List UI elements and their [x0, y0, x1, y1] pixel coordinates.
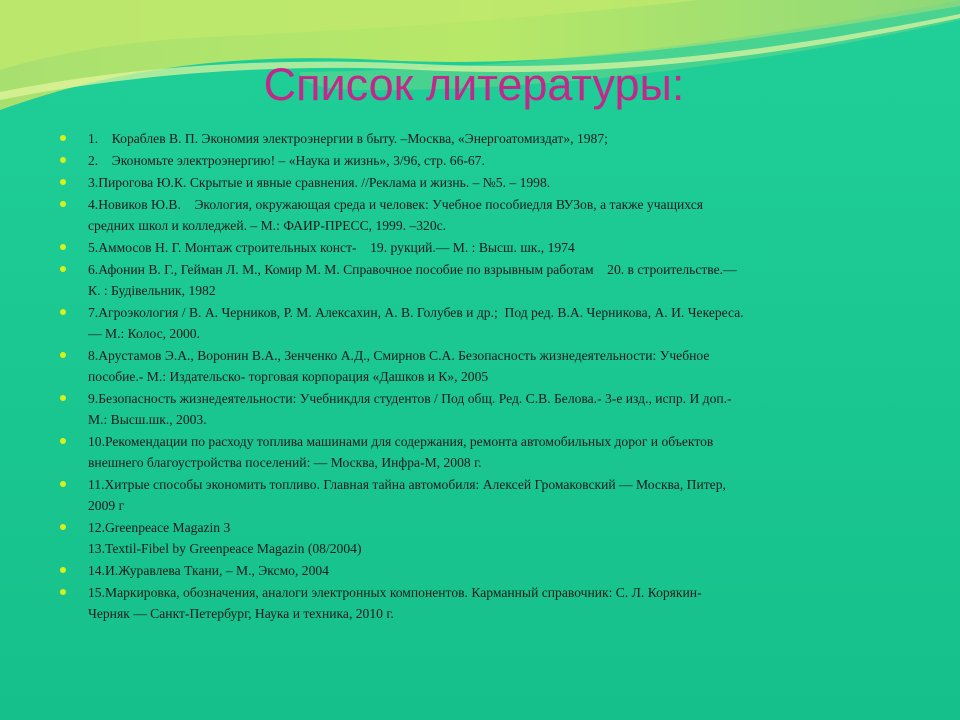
reference-line: 10.Рекомендации по расходу топлива машинами для содержания, ремонта автомобильных дорог и объектов — [88, 434, 714, 449]
reference-line: 2009 г — [88, 498, 125, 513]
bullet-icon — [60, 481, 66, 487]
reference-line: средних школ и колледжей. – М.: ФАИР-ПРЕСС, 1999. –320с. — [88, 218, 447, 233]
reference-item — [60, 517, 910, 559]
slide-title: Список литературы: — [263, 59, 685, 110]
reference-line: М.: Высш.шк., 2003. — [88, 412, 207, 427]
bullet-icon — [60, 135, 66, 141]
bullet-icon — [60, 201, 66, 207]
reference-line: внешнего благоустройства поселений: — Москва, Инфра-М, 2008 г. — [88, 455, 482, 470]
reference-line: К. : Будівельник, 1982 — [88, 283, 216, 298]
reference-item — [60, 474, 910, 516]
bullet-icon — [60, 157, 66, 163]
reference-line: 1. Кораблев В. П. Экономия электроэнергии в быту. –Москва, «Энергоатомиздат», 1987; — [88, 131, 608, 146]
reference-item — [60, 345, 910, 387]
reference-line: 9.Безопасность жизнедеятельности: Учебникдля студентов / Под общ. Ред. С.В. Белова.- 3-е изд., испр. И доп.- — [88, 391, 732, 406]
reference-line: 5.Аммосов Н. Г. Монтаж строительных конст- 19. рукций.— М. : Высш. шк., 1974 — [88, 240, 575, 255]
bullet-icon — [60, 567, 66, 573]
reference-line: 15.Маркировка, обозначения, аналоги электронных компонентов. Карманный справочник: С. Л. Корякин- — [88, 585, 702, 600]
reference-item — [60, 582, 910, 624]
reference-line: 14.И.Журавлева Ткани, – М., Эксмо, 2004 — [88, 563, 329, 578]
reference-item — [60, 259, 910, 301]
bullet-icon — [60, 309, 66, 315]
reference-line: 13.Textil-Fibel by Greenpeace Magazin (08/2004) — [88, 541, 362, 556]
reference-item — [60, 388, 910, 430]
reference-item — [60, 194, 910, 236]
reference-line: пособие.- М.: Издательско- торговая корпорация «Дашков и К», 2005 — [88, 369, 489, 384]
reference-line: 12.Greenpeace Magazin 3 — [88, 520, 231, 535]
reference-line: 4.Новиков Ю.В. Экология, окружающая среда и человек: Учебное пособиедля ВУЗов, а также учащихся — [88, 197, 703, 212]
bullet-icon — [60, 352, 66, 358]
reference-line: 8.Арустамов Э.А., Воронин В.А., Зенченко А.Д., Смирнов С.А. Безопасность жизнедеятельности: Учебное — [88, 348, 710, 363]
reference-item — [60, 172, 910, 193]
bullet-icon — [60, 589, 66, 595]
reference-line: 7.Агроэкология / В. А. Черников, Р. М. Алексахин, А. В. Голубев и др.; Под ред. В.А. Черникова, А. И. Чекереса. — [88, 305, 744, 320]
bullet-icon — [60, 438, 66, 444]
reference-line: Черняк — Санкт-Петербург, Наука и техника, 2010 г. — [88, 606, 394, 621]
bullet-icon — [60, 266, 66, 272]
bullet-icon — [60, 179, 66, 185]
reference-line: 3.Пирогова Ю.К. Скрытые и явные сравнения. //Реклама и жизнь. – №5. – 1998. — [88, 175, 551, 190]
reference-item — [60, 150, 910, 171]
references-list — [60, 128, 910, 625]
reference-item — [60, 302, 910, 344]
reference-line: 2. Экономьте электроэнергию! – «Наука и жизнь», 3/96, стр. 66-67. — [88, 153, 485, 168]
reference-line: — М.: Колос, 2000. — [88, 326, 200, 341]
reference-line: 6.Афонин В. Г., Гейман Л. М., Комир М. М. Справочное пособие по взрывным работам 20. в строительстве.— — [88, 262, 737, 277]
bullet-icon — [60, 395, 66, 401]
bullet-icon — [60, 524, 66, 530]
reference-line: 11.Хитрые способы экономить топливо. Главная тайна автомобиля: Алексей Громаковский — Москва, Питер, — [88, 477, 726, 492]
reference-item — [60, 237, 910, 258]
reference-item — [60, 560, 910, 581]
bullet-icon — [60, 244, 66, 250]
reference-item — [60, 128, 910, 149]
reference-item — [60, 431, 910, 473]
